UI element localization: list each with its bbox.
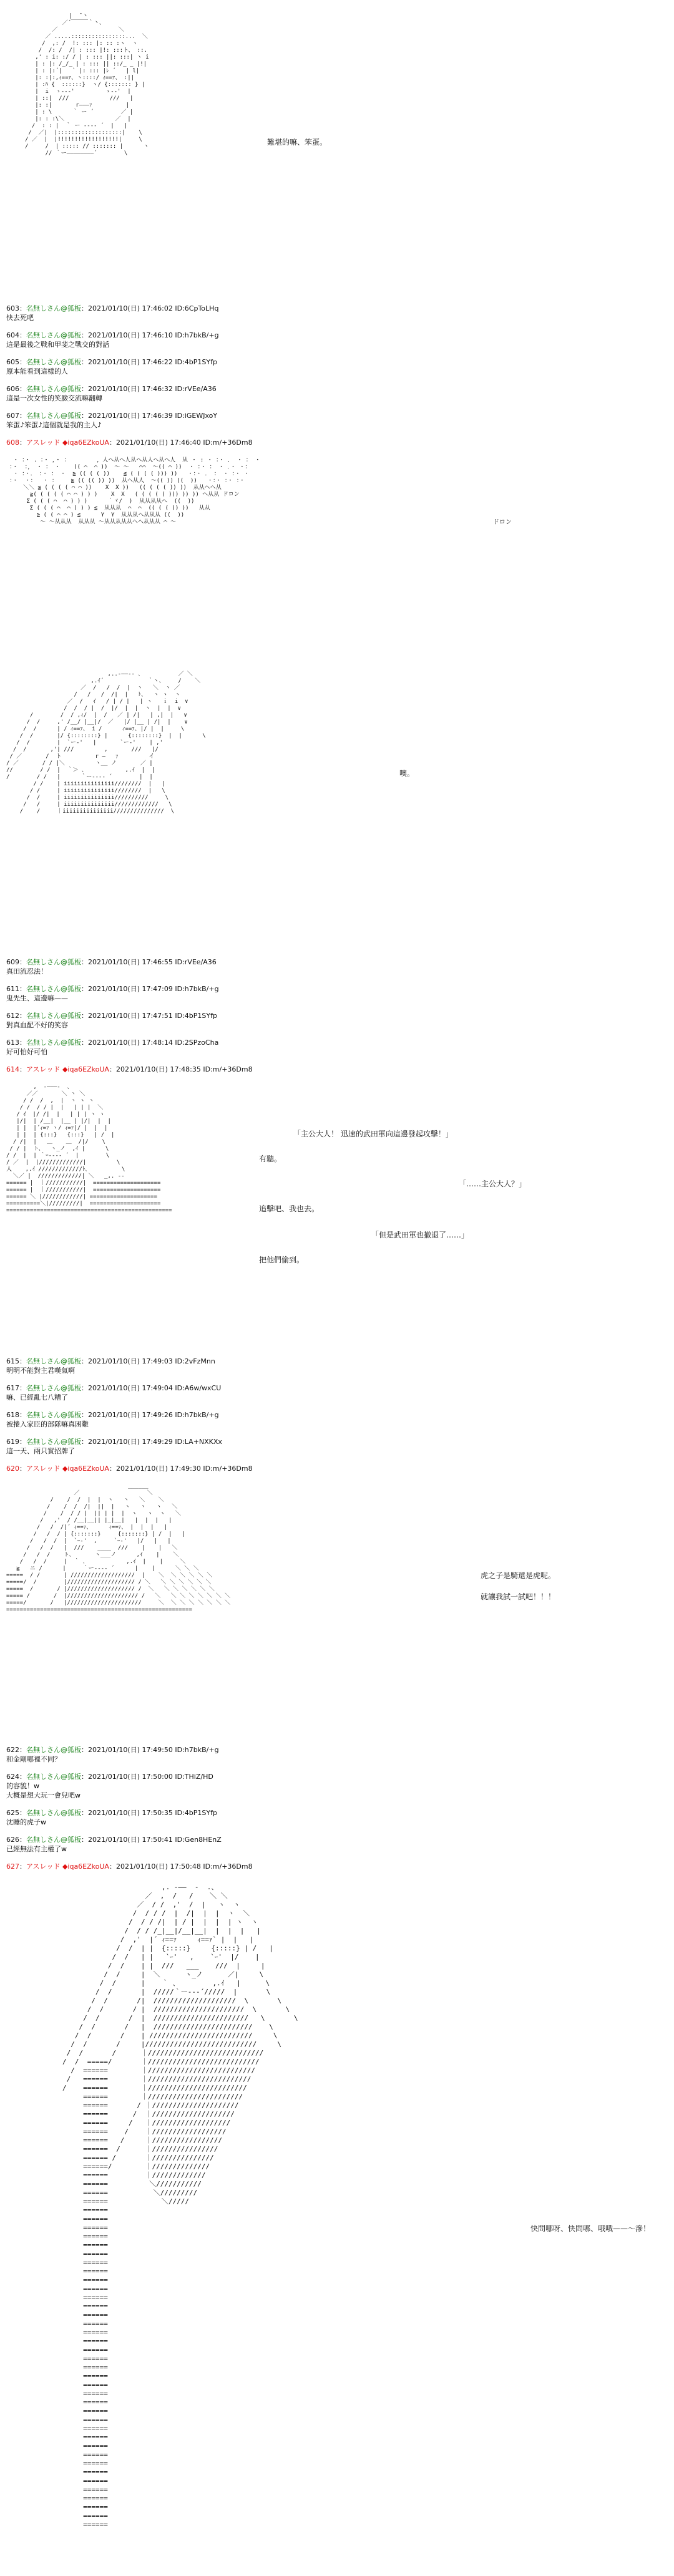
aa-art-5: ______ ／ ＼ / / / | | ヽ ヽ ＼ ＼ / / / /| || | ヽ ヽ ヽ ＼ / / / / | || | | | ヽ ヽ ヽ ＼ / ,' / /__|__|| |_|__| | | | | / / /|´ ｨ==ｧ、 ｨ==ｧ、 | | | | / / / | {:::::::} {:::::::} | / | | / / / | `ｰ‐' , `ｰ‐' |/ | | / / / | /// ____ /// | | ＼ / / / ト、 ヽ___ノ ,ｲ | ＼ / / / | ｀ ､ ,.ｲ | | ＼ ≧ ニ / | ｀ー-‐‐‐ ´ | | ＼ ＼ ＼ ===== / / | /////////////////// | ＼ ＼ ＼ ＼ ＼ ＼ =====/ / |//////////////////// / ＼ ＼ ＼ ＼ ＼ ＼ ＼ ===== / / |//////////////////// / ＼ ＼ ＼ ＼ ＼ ＼ ＼ ===== / / |///////////////////// / ＼ ＼ ＼ ＼ ＼ ＼ ＼ ＼ =====/ / |////////////////////// ＼ ＼ ＼ ＼ ＼ ＼ ＼ ＼ ======================================================= bbox=[6, 1483, 231, 1613]
post-608: 608：アスレッド ◆iqa6EZkoUA：2021/01/10(日) 17:46:40 ID:m/+36Dm8 bbox=[6, 438, 253, 447]
post-613: 613：名無しさん@狐板：2021/01/10(日) 17:48:14 ID:2SPzoCha 好可怕好可怕 bbox=[6, 1038, 668, 1057]
post-body: 笨蛋♪笨蛋♪這個就是我的主人♪ bbox=[6, 421, 102, 429]
post-603 bbox=[6, 304, 668, 322]
post-body: 對真血配不好的笑容 bbox=[6, 1021, 68, 1029]
post-body: 快去死吧 bbox=[6, 314, 34, 322]
dialogue-12: 快問哪呀、快問哪、哦哦——～滲！ bbox=[530, 2224, 651, 2233]
post-611: 611：名無しさん@狐板：2021/01/10(日) 17:47:09 ID:h7bkB/+g 鬼先生、這邊嘛—— bbox=[6, 984, 668, 1003]
aa-art-1: | ̄ 丶 ／´￣￣￣｀丶、 ／ ＼ ／ .....::::::::::::::::... ＼ / ,: / !: ::: |: :: :ヽ ヽ / /: / /| : ::: |!: :::ト、 ::. ,' : i: :/ / | : ::: ||: :::| ヽ i | : |: /_/_ | : ::: || ::/_ _ |!| | : |:´| ` |: ::: |ﾚ ´ | l| |: :|:,ｨ==ｧ、ヽ::::/ ｨ==ｧ、 :|| | :ﾊ { ::::::} ヽ/ {::::::: } | | i ゝ--‐' ゝ--' | | ::| /// /// | |: :| r―――ｧ | | : \ ｀ ー ´ ／ | |: : :\＼ ／ | / : : | ｀ ー ---- ´ | | / ／| |:::::::::::::::::::| \ / ／ | |!!!!!!!!!!!!!!!!!!| \ / / | ::::: // ::::::: | ヽ // ｀ー――――――――´ \ bbox=[25, 13, 149, 157]
post-605: 605：名無しさん@狐板：2021/01/10(日) 17:46:22 ID:4bP1SYfp 原本能看到這樣的人 bbox=[6, 357, 668, 376]
post-619: 619：名無しさん@狐板：2021/01/10(日) 17:49:29 ID:LA+NXKXx 這一天、兩只實招牌了 bbox=[6, 1437, 668, 1456]
post-body: 明明不能對主君嘆氣啊 bbox=[6, 1367, 75, 1375]
aa-art-3: ,..-――‐- ､ ／ ＼ ,.ｲ´ ｀ヽ、 / ＼ ／ / / / | ヽ ＼ ヽ ／ / / / /| | ﾄ、 ヽ ヽ ヽ ／ / ｲ / | / | | ヽ ｉ i ∨ / / / | / |/ | | ヽ | | ∨ / / / ,ｨ/ | / ／ | /| | ,| | ∨ / / ,' /__/ |__|/ ／ |/ |__ | /| | ∨ / / | / ｨ==ｧ、 i / ｨ==ｧ、|/ | | \ / / |/ {::::::::} | {::::::::} | | \ / / | `ー‐' | `ー‐' | ,' / / ,'| /// , /// |/ / ／ / ト r ― ｧ イ / ／ / / |＼ ヽ__ ノ ／ | // / / | ｀＞ ､ ,.ｲ | | / / / | ｀ー---‐ ´ | | / / | iiiiiiiiiiiiiii//////// | | / / | iiiiiiiiiiiiiii//////// | \ / / | iiiiiiiiiiiiiii////////// \ / / | iiiiiiiiiiiiiii///////////// \ / / ｜iiiiiiiiiiiiiii/////////////// \ bbox=[6, 671, 206, 815]
post-body: 這是一次女性的笑臉交流嘛翻轉 bbox=[6, 394, 102, 402]
post-body: 被捲入家臣的部隊嘛真困難 bbox=[6, 1420, 89, 1428]
dialogue-3: 噢。 bbox=[399, 769, 415, 778]
post-615: 615：名無しさん@狐板：2021/01/10(日) 17:49:03 ID:2vFzMnn 明明不能對主君嘆氣啊 bbox=[6, 1357, 668, 1375]
post-body: 的容貌！w 大概是想大玩一會兒吧w bbox=[6, 1782, 81, 1799]
dialogue-2: ドロン bbox=[493, 519, 512, 526]
aa-art-4: , -―――- 、 ／／ ＼ ヽ ＼ / / / , | ヽ ヽ ヽ / / / / | | | | | ＼ / ｲ |/ /| | | | | ヽ ヽ |/| | /__| |__ | |/| | | | | |´ｨ=ｧ ヽ/ ｨ=ｧ|/ | | | | | | {:::} {:::} | / | / /| | ＿ ＿ /|/ \ / / | ト、 ヽ_ノ ,ｲ | \ / / | | ｀ｰ‐‐‐‐ ´ | \ / ／ | |/////////////| \ 人 ,.ｲ /////////////ﾄ､ \ ＼／ | /////////////| ＼ _,. -‐ ====== | ｜///////////| ==================== ====== | ｜///////////| ==================== ====== ＼ |////////////| ==================== ==========＼|/////////| ===================== ================================================= bbox=[6, 1084, 172, 1214]
post-body: 真田流忍法！ bbox=[6, 967, 47, 976]
post-607: 607：名無しさん@狐板：2021/01/10(日) 17:46:39 ID:iGEWJxoY 笨蛋♪笨蛋♪這個就是我的主人♪ bbox=[6, 411, 668, 430]
post-body: 這是最後之戰和甲斐之戰交的對話 bbox=[6, 341, 109, 349]
dialogue-7: 追擊吧、我也去。 bbox=[259, 1204, 320, 1213]
aa-art-2: ・ ：・ . ：・ ，・ ： ，人ヘ从ヘ人从ヘ从人ヘ从ヘ人 从 ・ : ・ ：・ ． ・ ： ・ ：・ ：， ・ ： ・ (( ⌒ ⌒ )) ～ ～ ⌒⌒ ～(( ⌒ )) ・ ：・ ： ・ ．・ ・： ・ ：・． ：・ ： ・ ≧ (( ( ( )) ≦ ( ( ( ( ))) )) ・：・ ． ： ・ ：・ ・ ：・ ・： ・ ： ≧ (( (( )) )) 从ヘ从人 ～(( )) (( )) ・：・ ：・ ：・ ＼＼ ≦ ( ( ( ( ⌒ ⌒ )) X X )) (( ( ( ( )) )) 从从ヘヘ从 ≧( ( ( ( ( ⌒ ⌒ ) ) ) X X ( ( ( ( ( ))) )) )) ヘ从从 ドロン Σ ( ( ( ⌒ ⌒ ) ) ) ｀ヾ/ ) 从从从从ヘ (( )) Σ ( ( ( ⌒ ⌒ ) ) ) ≦ 从从从 ⌒ ⌒ (( ( ( )) )) 从从 ≧ ( ( ⌒ ⌒ ) ≦ Y Y 从从从ヘ从从从 (( )) ～ ～从从从 从从从 ～从从从从从ヘヘ从从从 ⌒ ～ bbox=[9, 457, 261, 525]
post-626: 626：名無しさん@狐板：2021/01/10(日) 17:50:41 ID:Gen8HEnZ 已經無法有主權了w bbox=[6, 1835, 668, 1854]
dialogue-11: 就讓我試一試吧！！！ bbox=[481, 1592, 556, 1601]
post-606: 606：名無しさん@狐板：2021/01/10(日) 17:46:32 ID:rVEe/A36 這是一次女性的笑臉交流嘛翻轉 bbox=[6, 384, 668, 403]
post-620: 620：アスレッド ◆iqa6EZkoUA：2021/01/10(日) 17:49:30 ID:m/+36Dm8 bbox=[6, 1465, 253, 1473]
post-body: 這一天、兩只實招牌了 bbox=[6, 1447, 75, 1455]
aa-art-6: ,. -―― - .、 ／ , / / ＼ ＼ ／ / / ,' / | ヽ ヽ / / / / | /| | | ヽ ＼ / / / /| | / | | | | ヽ ヽ / / / /_|__|/__|__| | | | | / ,' |´ ｨ==ｧ ｨ==ｧ` | | | / / | | {:::::} {:::::} | / | / / | | `ｰ' , `ｰ' |/ | / / | | /// ___ /// | | / / | ＼ ヽ_ノ ／| \ / / | ｀ 、 ,.ｲ | \ / / | /////｀ー‐‐‐´///// | \ / / /| //////////////////// \ \ / / / | ////////////////////// \ \ / / / | /////////////////////// \ \ / / / | //////////////////////// \ / / / | ///////////////////////// \ / / / |/////////////////////////// \ / / / ｜//////////////////////////// / / =====/ ｜/////////////////////////// / ====== ｜////////////////////////// / ====== ｜///////////////////////// / ====== ｜//////////////////////// ====== ｜/////////////////////// ====== / ｜///////////////////// ====== / ｜//////////////////// ====== / ｜/////////////////// ====== / ｜////////////////// ====== / ｜///////////////// ====== / ｜//////////////// ====== / ｜/////////////// ======/ ｜////////////// ====== ｜///////////// ====== ＼/////////// ====== ＼///////// ====== ＼///// ====== ====== ====== ====== ====== ====== ====== ====== ====== ====== ====== ====== ====== ====== ====== ====== ====== ====== ====== ====== ====== ====== ====== ====== ====== ====== ====== ====== ====== ====== ====== ====== ====== ====== ====== ====== ====== bbox=[62, 1883, 298, 2529]
dialogue-6: 「……主公大人？」 bbox=[459, 1179, 527, 1188]
dialogue-1: 難堪的嘛、笨蛋。 bbox=[267, 138, 328, 147]
post-625: 625：名無しさん@狐板：2021/01/10(日) 17:50:35 ID:4bP1SYfp 沈睡的虎子w bbox=[6, 1808, 668, 1827]
dialogue-9: 把他們偷到。 bbox=[259, 1256, 305, 1264]
post-604: 604：名無しさん@狐板：2021/01/10(日) 17:46:10 ID:h7bkB/+g 這是最後之戰和甲斐之戰交的對話 bbox=[6, 331, 668, 349]
dialogue-4: 「主公大人！ 迅速的武田軍向這邊發起攻擊！」 bbox=[293, 1130, 453, 1138]
post-617: 617：名無しさん@狐板：2021/01/10(日) 17:49:04 ID:A6w/wxCU 嘛、已經亂七八糟了 bbox=[6, 1383, 668, 1402]
post-614: 614：アスレッド ◆iqa6EZkoUA：2021/01/10(日) 17:48:35 ID:m/+36Dm8 bbox=[6, 1065, 253, 1073]
dialogue-8: 「但是武田軍也撤退了……」 bbox=[371, 1231, 469, 1239]
post-body: 和金剛哪裡不同？ bbox=[6, 1755, 61, 1763]
post-body: 好可怕好可怕 bbox=[6, 1048, 47, 1056]
post-header: 603：名無しさん@狐板：2021/01/10(日) 17:46:02 ID:6CpToLHq bbox=[6, 304, 219, 312]
post-body: 已經無法有主權了w bbox=[6, 1845, 67, 1853]
dialogue-10: 虎之子是騎還是虎呢。 bbox=[481, 1571, 556, 1580]
post-612: 612：名無しさん@狐板：2021/01/10(日) 17:47:51 ID:4bP1SYfp 對真血配不好的笑容 bbox=[6, 1011, 668, 1030]
post-body: 沈睡的虎子w bbox=[6, 1818, 46, 1826]
dialogue-5: 有聽。 bbox=[259, 1155, 282, 1163]
post-body: 嘛、已經亂七八糟了 bbox=[6, 1393, 68, 1402]
post-627: 627：アスレッド ◆iqa6EZkoUA：2021/01/10(日) 17:50:48 ID:m/+36Dm8 bbox=[6, 1862, 253, 1871]
post-624: 624：名無しさん@狐板：2021/01/10(日) 17:50:00 ID:THiZ/HD 的容貌！w 大概是想大玩一會兒吧w bbox=[6, 1772, 668, 1800]
post-body: 原本能看到這樣的人 bbox=[6, 367, 68, 375]
post-body: 鬼先生、這邊嘛—— bbox=[6, 994, 68, 1002]
post-618: 618：名無しさん@狐板：2021/01/10(日) 17:49:26 ID:h7bkB/+g 被捲入家臣的部隊嘛真困難 bbox=[6, 1410, 668, 1429]
post-622: 622：名無しさん@狐板：2021/01/10(日) 17:49:50 ID:h7bkB/+g 和金剛哪裡不同？ bbox=[6, 1745, 668, 1764]
post-609: 609：名無しさん@狐板：2021/01/10(日) 17:46:55 ID:rVEe/A36 真田流忍法！ bbox=[6, 957, 668, 976]
